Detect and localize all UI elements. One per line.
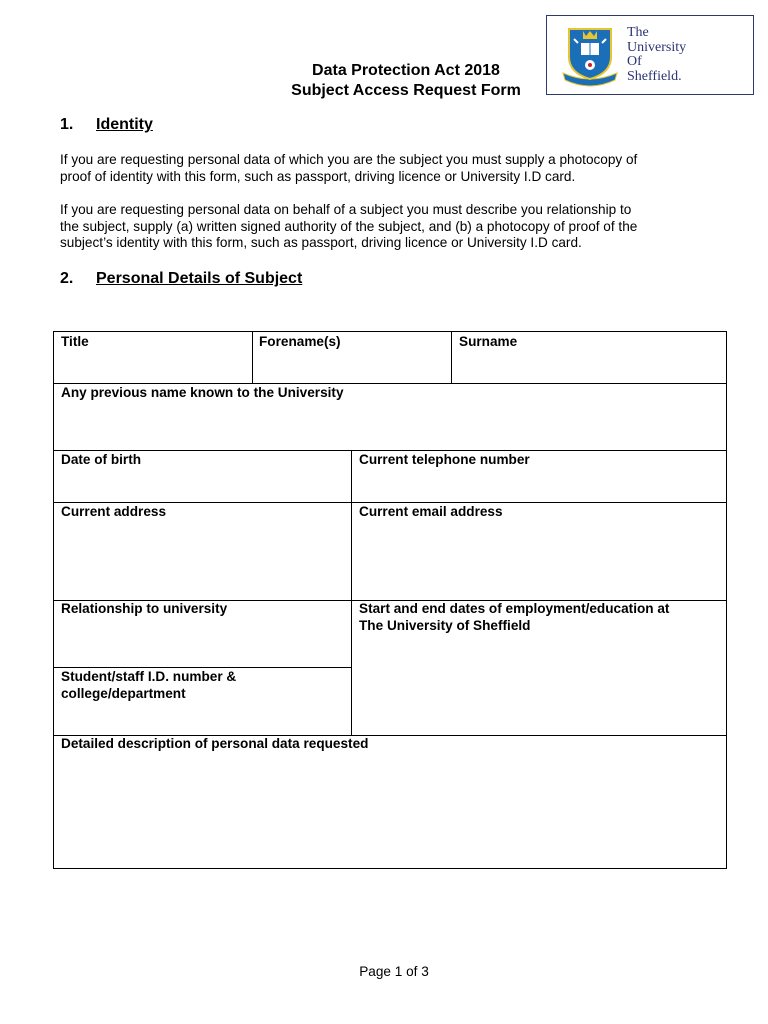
field-label: Date of birth — [61, 452, 142, 467]
title-line-1: Data Protection Act 2018 — [312, 62, 500, 79]
field-label: The University of Sheffield — [359, 618, 531, 633]
email-field[interactable] — [359, 503, 503, 520]
field-label: college/department — [61, 686, 186, 701]
field-label: Forename(s) — [259, 334, 341, 349]
section-title: Personal Details of Subject — [96, 270, 303, 287]
title-line-2: Subject Access Request Form — [291, 82, 521, 99]
section-2-heading — [60, 270, 302, 288]
surname-field[interactable] — [459, 333, 517, 350]
university-logo — [546, 15, 754, 95]
section-1-heading — [60, 116, 153, 134]
address-field[interactable] — [61, 503, 166, 520]
identity-paragraph-2 — [60, 202, 730, 252]
section-title: Identity — [96, 116, 153, 133]
document-title — [256, 61, 556, 101]
paragraph-line: If you are requesting personal data on behalf of a subject you must describe you relationship to — [60, 202, 632, 217]
crest-icon — [559, 23, 621, 89]
data-description-field[interactable] — [61, 735, 368, 752]
identity-paragraph-1 — [60, 152, 730, 185]
section-number: 2. — [60, 270, 74, 287]
field-label: Detailed description of personal data requested — [61, 736, 369, 751]
paragraph-line: proof of identity with this form, such as passport, driving licence or University I.D card. — [60, 168, 576, 184]
divider — [252, 332, 253, 383]
date-of-birth-field[interactable] — [61, 451, 141, 468]
personal-details-form — [53, 331, 727, 869]
field-label: Current telephone number — [359, 452, 530, 467]
relationship-field[interactable] — [61, 600, 227, 617]
field-label: Start and end dates of employment/education at — [359, 601, 670, 616]
logo-line: The — [627, 25, 649, 40]
field-label: Student/staff I.D. number & — [61, 669, 237, 684]
paragraph-line: subject’s identity with this form, such as passport, driving licence or University I.D card. — [60, 235, 582, 250]
paragraph-line: If you are requesting personal data of which you are the subject you must supply a photocopy of — [60, 152, 638, 167]
logo-line: University — [627, 39, 687, 55]
id-number-field[interactable] — [61, 668, 236, 702]
field-label: Current address — [61, 504, 167, 519]
page-number: Page 1 of 3 — [359, 964, 429, 979]
field-label: Any previous name known to the University — [61, 385, 344, 400]
logo-line: Of — [627, 54, 642, 69]
divider — [451, 332, 452, 383]
previous-name-field[interactable] — [61, 384, 344, 401]
section-number: 1. — [60, 116, 74, 133]
logo-line: Sheffield. — [627, 68, 682, 84]
title-field[interactable] — [61, 333, 89, 350]
divider — [351, 450, 352, 735]
field-label: Title — [61, 334, 89, 349]
employment-dates-field[interactable] — [359, 600, 669, 634]
telephone-field[interactable] — [359, 451, 530, 468]
forenames-field[interactable] — [259, 333, 341, 350]
field-label: Surname — [459, 334, 518, 349]
field-label: Relationship to university — [61, 601, 228, 616]
field-label: Current email address — [359, 504, 503, 519]
paragraph-line: the subject, supply (a) written signed authority of the subject, and (b) a photocopy of proof of the — [60, 218, 638, 234]
logo-wordmark — [627, 26, 686, 84]
